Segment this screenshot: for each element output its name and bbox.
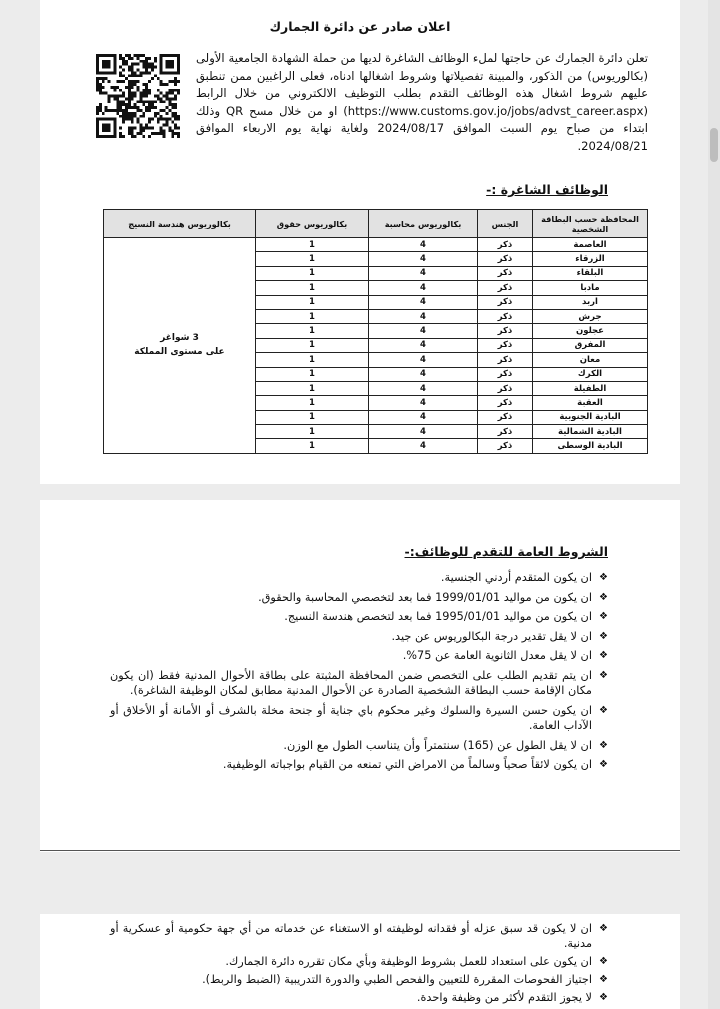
governorate-cell: مادبا bbox=[533, 281, 648, 295]
accounting-cell: 4 bbox=[369, 396, 478, 410]
list-item bbox=[110, 972, 608, 987]
conditions-page bbox=[40, 500, 680, 852]
law-cell: 1 bbox=[256, 338, 369, 352]
governorate-cell: العاصمة bbox=[533, 238, 648, 252]
accounting-cell: 4 bbox=[369, 338, 478, 352]
diamond-bullet-icon: ❖ bbox=[599, 669, 608, 681]
table-header-row bbox=[104, 210, 648, 238]
law-cell: 1 bbox=[256, 309, 369, 323]
textile-vacancies-cell bbox=[104, 238, 256, 454]
gender-cell: ذكر bbox=[478, 295, 533, 309]
condition-text: اجتياز الفحوصات المقررة للتعيين والفحص الطبي والدورة التدريبية (الضبط والربط). bbox=[202, 973, 592, 986]
law-cell: 1 bbox=[256, 295, 369, 309]
diamond-bullet-icon: ❖ bbox=[599, 739, 608, 751]
governorate-cell: البادية الجنوبية bbox=[533, 410, 648, 424]
divider bbox=[40, 850, 680, 851]
law-cell: 1 bbox=[256, 238, 369, 252]
gender-cell: ذكر bbox=[478, 396, 533, 410]
condition-text: ان يكون على استعداد للعمل بشروط الوظيفة وبأي مكان تقرره دائرة الجمارك. bbox=[225, 955, 592, 968]
list-item bbox=[110, 757, 608, 773]
law-cell: 1 bbox=[256, 281, 369, 295]
diamond-bullet-icon: ❖ bbox=[599, 923, 608, 934]
gender-cell: ذكر bbox=[478, 353, 533, 367]
list-item bbox=[110, 609, 608, 625]
apply-link[interactable]: (https://www.customs.gov.jo/jobs/advst_career.aspx) bbox=[343, 103, 648, 118]
accounting-cell: 4 bbox=[369, 367, 478, 381]
accounting-cell: 4 bbox=[369, 324, 478, 338]
scrollbar[interactable] bbox=[708, 0, 720, 1009]
law-cell: 1 bbox=[256, 353, 369, 367]
condition-text: ان يكون المتقدم أردني الجنسية. bbox=[440, 571, 592, 584]
header-governorate: المحافظة حسب البطاقة الشخصية bbox=[533, 210, 648, 238]
governorate-cell: الزرقاء bbox=[533, 252, 648, 266]
accounting-cell: 4 bbox=[369, 295, 478, 309]
accounting-cell: 4 bbox=[369, 281, 478, 295]
table-row bbox=[104, 238, 648, 252]
governorate-cell: معان bbox=[533, 353, 648, 367]
governorate-cell: عجلون bbox=[533, 324, 648, 338]
gender-cell: ذكر bbox=[478, 252, 533, 266]
governorate-cell: جرش bbox=[533, 309, 648, 323]
list-item bbox=[110, 648, 608, 664]
condition-text: ان لا يكون قد سبق عزله أو فقدانه لوظيفته او الاستغناء عن خدماته من أي جهة حكومية أو عسكرية أو مدنية. bbox=[110, 922, 592, 950]
announcement-page bbox=[40, 0, 680, 484]
gender-cell: ذكر bbox=[478, 439, 533, 453]
vacancies-table bbox=[103, 209, 648, 454]
list-item bbox=[110, 590, 608, 606]
accounting-cell: 4 bbox=[369, 309, 478, 323]
governorate-cell: اربد bbox=[533, 295, 648, 309]
gender-cell: ذكر bbox=[478, 338, 533, 352]
textile-count: 3 شواغر bbox=[160, 333, 199, 344]
governorate-cell: الكرك bbox=[533, 367, 648, 381]
diamond-bullet-icon: ❖ bbox=[599, 956, 608, 967]
accounting-cell: 4 bbox=[369, 353, 478, 367]
diamond-bullet-icon: ❖ bbox=[599, 630, 608, 642]
header-gender: الجنس bbox=[478, 210, 533, 238]
law-cell: 1 bbox=[256, 425, 369, 439]
governorate-cell: المفرق bbox=[533, 338, 648, 352]
gender-cell: ذكر bbox=[478, 425, 533, 439]
law-cell: 1 bbox=[256, 266, 369, 280]
law-cell: 1 bbox=[256, 381, 369, 395]
vacancies-heading: الوظائف الشاغرة :- bbox=[486, 182, 608, 197]
qr-code-icon[interactable] bbox=[96, 54, 180, 138]
conditions-list bbox=[110, 570, 608, 777]
list-item bbox=[110, 990, 608, 1005]
gender-cell: ذكر bbox=[478, 367, 533, 381]
header-textile: بكالوريوس هندسة النسيج bbox=[104, 210, 256, 238]
list-item bbox=[110, 738, 608, 754]
header-law: بكالوريوس حقوق bbox=[256, 210, 369, 238]
accounting-cell: 4 bbox=[369, 238, 478, 252]
accounting-cell: 4 bbox=[369, 252, 478, 266]
diamond-bullet-icon: ❖ bbox=[599, 611, 608, 622]
conditions-list-continued bbox=[110, 921, 608, 1008]
page-title: اعلان صادر عن دائرة الجمارك bbox=[269, 19, 451, 34]
list-item bbox=[110, 954, 608, 969]
condition-text: لا يجوز التقدم لأكثر من وظيفة واحدة. bbox=[416, 991, 592, 1004]
list-item bbox=[110, 921, 608, 951]
condition-text: ان يكون من مواليد 1999/01/01 فما بعد لتخصصي المحاسبة والحقوق. bbox=[258, 590, 592, 604]
condition-text: ان يكون من مواليد 1995/01/01 فما بعد لتخصص هندسة النسيج. bbox=[284, 610, 592, 623]
gender-cell: ذكر bbox=[478, 309, 533, 323]
intro-text: تعلن دائرة الجمارك عن حاجتها لملء الوظائف الشاغرة لديها من حملة الشهادة الجامعية الأولى (بكالوريوس) من الذكور، والمبينة تفصيلاتها وشروط اشغالها ادناه، فعلى الراغبين ممن تنطبق عليهم شروط اشغال هذه الوظائف التقدم بطلب التوظيف الالكتروني من خلال الرابط bbox=[196, 51, 648, 101]
diamond-bullet-icon: ❖ bbox=[599, 974, 608, 985]
accounting-cell: 4 bbox=[369, 410, 478, 424]
law-cell: 1 bbox=[256, 324, 369, 338]
governorate-cell: العقبة bbox=[533, 396, 648, 410]
law-cell: 1 bbox=[256, 396, 369, 410]
law-cell: 1 bbox=[256, 439, 369, 453]
diamond-bullet-icon: ❖ bbox=[599, 572, 608, 583]
list-item bbox=[110, 703, 608, 734]
diamond-bullet-icon: ❖ bbox=[599, 759, 608, 770]
governorate-cell: الطفيلة bbox=[533, 381, 648, 395]
intro-dates-text: او من خلال مسح QR وذلك ابتداء من صباح يوم السبت الموافق 2024/08/17 ولغاية نهاية يوم الاربعاء الموافق 2024/08/21. bbox=[196, 103, 648, 153]
diamond-bullet-icon: ❖ bbox=[599, 992, 608, 1003]
condition-text: ان يتم تقديم الطلب على التخصص ضمن المحافظة المثبتة على بطاقة الأحوال المدنية فقط (ان يكون مكان الإقامة حسب البطاقة الشخصية الصادرة عن الأحوال المدنية مطابق لمكان الوظيفة الشاغرة). bbox=[110, 668, 592, 697]
governorate-cell: البادية الوسطى bbox=[533, 439, 648, 453]
governorate-cell: البادية الشمالية bbox=[533, 425, 648, 439]
condition-text: ان يكون لائقاً صحياً وسالماً من الامراض التي تمنعه من القيام بواجباته الوظيفية. bbox=[222, 758, 592, 771]
gender-cell: ذكر bbox=[478, 281, 533, 295]
gender-cell: ذكر bbox=[478, 381, 533, 395]
scrollbar-thumb[interactable] bbox=[710, 128, 718, 162]
header-accounting: بكالوريوس محاسبة bbox=[369, 210, 478, 238]
diamond-bullet-icon: ❖ bbox=[599, 704, 608, 716]
accounting-cell: 4 bbox=[369, 439, 478, 453]
list-item bbox=[110, 629, 608, 645]
diamond-bullet-icon: ❖ bbox=[599, 591, 608, 603]
conditions-heading: الشروط العامة للتقدم للوظائف:- bbox=[404, 544, 608, 559]
list-item bbox=[110, 668, 608, 699]
condition-text: ان لا يقل تقدير درجة البكالوريوس عن جيد. bbox=[391, 629, 592, 643]
accounting-cell: 4 bbox=[369, 266, 478, 280]
law-cell: 1 bbox=[256, 410, 369, 424]
governorate-cell: البلقاء bbox=[533, 266, 648, 280]
law-cell: 1 bbox=[256, 252, 369, 266]
accounting-cell: 4 bbox=[369, 425, 478, 439]
conditions-continued-page bbox=[40, 914, 680, 1009]
condition-text: ان لا يقل معدل الثانوية العامة عن 75%. bbox=[402, 649, 592, 662]
condition-text: ان يكون حسن السيرة والسلوك وغير محكوم باي جناية أو جنحة مخلة بالشرف أو الأمانة أو الأخلاق أو الآداب العامة. bbox=[110, 703, 592, 732]
textile-scope: على مستوى المملكة bbox=[134, 347, 225, 358]
gender-cell: ذكر bbox=[478, 324, 533, 338]
gender-cell: ذكر bbox=[478, 410, 533, 424]
gender-cell: ذكر bbox=[478, 238, 533, 252]
list-item bbox=[110, 570, 608, 586]
gender-cell: ذكر bbox=[478, 266, 533, 280]
condition-text: ان لا يقل الطول عن (165) سنتمتراً وأن يتناسب الطول مع الوزن. bbox=[283, 738, 592, 752]
law-cell: 1 bbox=[256, 367, 369, 381]
diamond-bullet-icon: ❖ bbox=[599, 650, 608, 661]
accounting-cell: 4 bbox=[369, 381, 478, 395]
intro-paragraph bbox=[196, 50, 648, 156]
